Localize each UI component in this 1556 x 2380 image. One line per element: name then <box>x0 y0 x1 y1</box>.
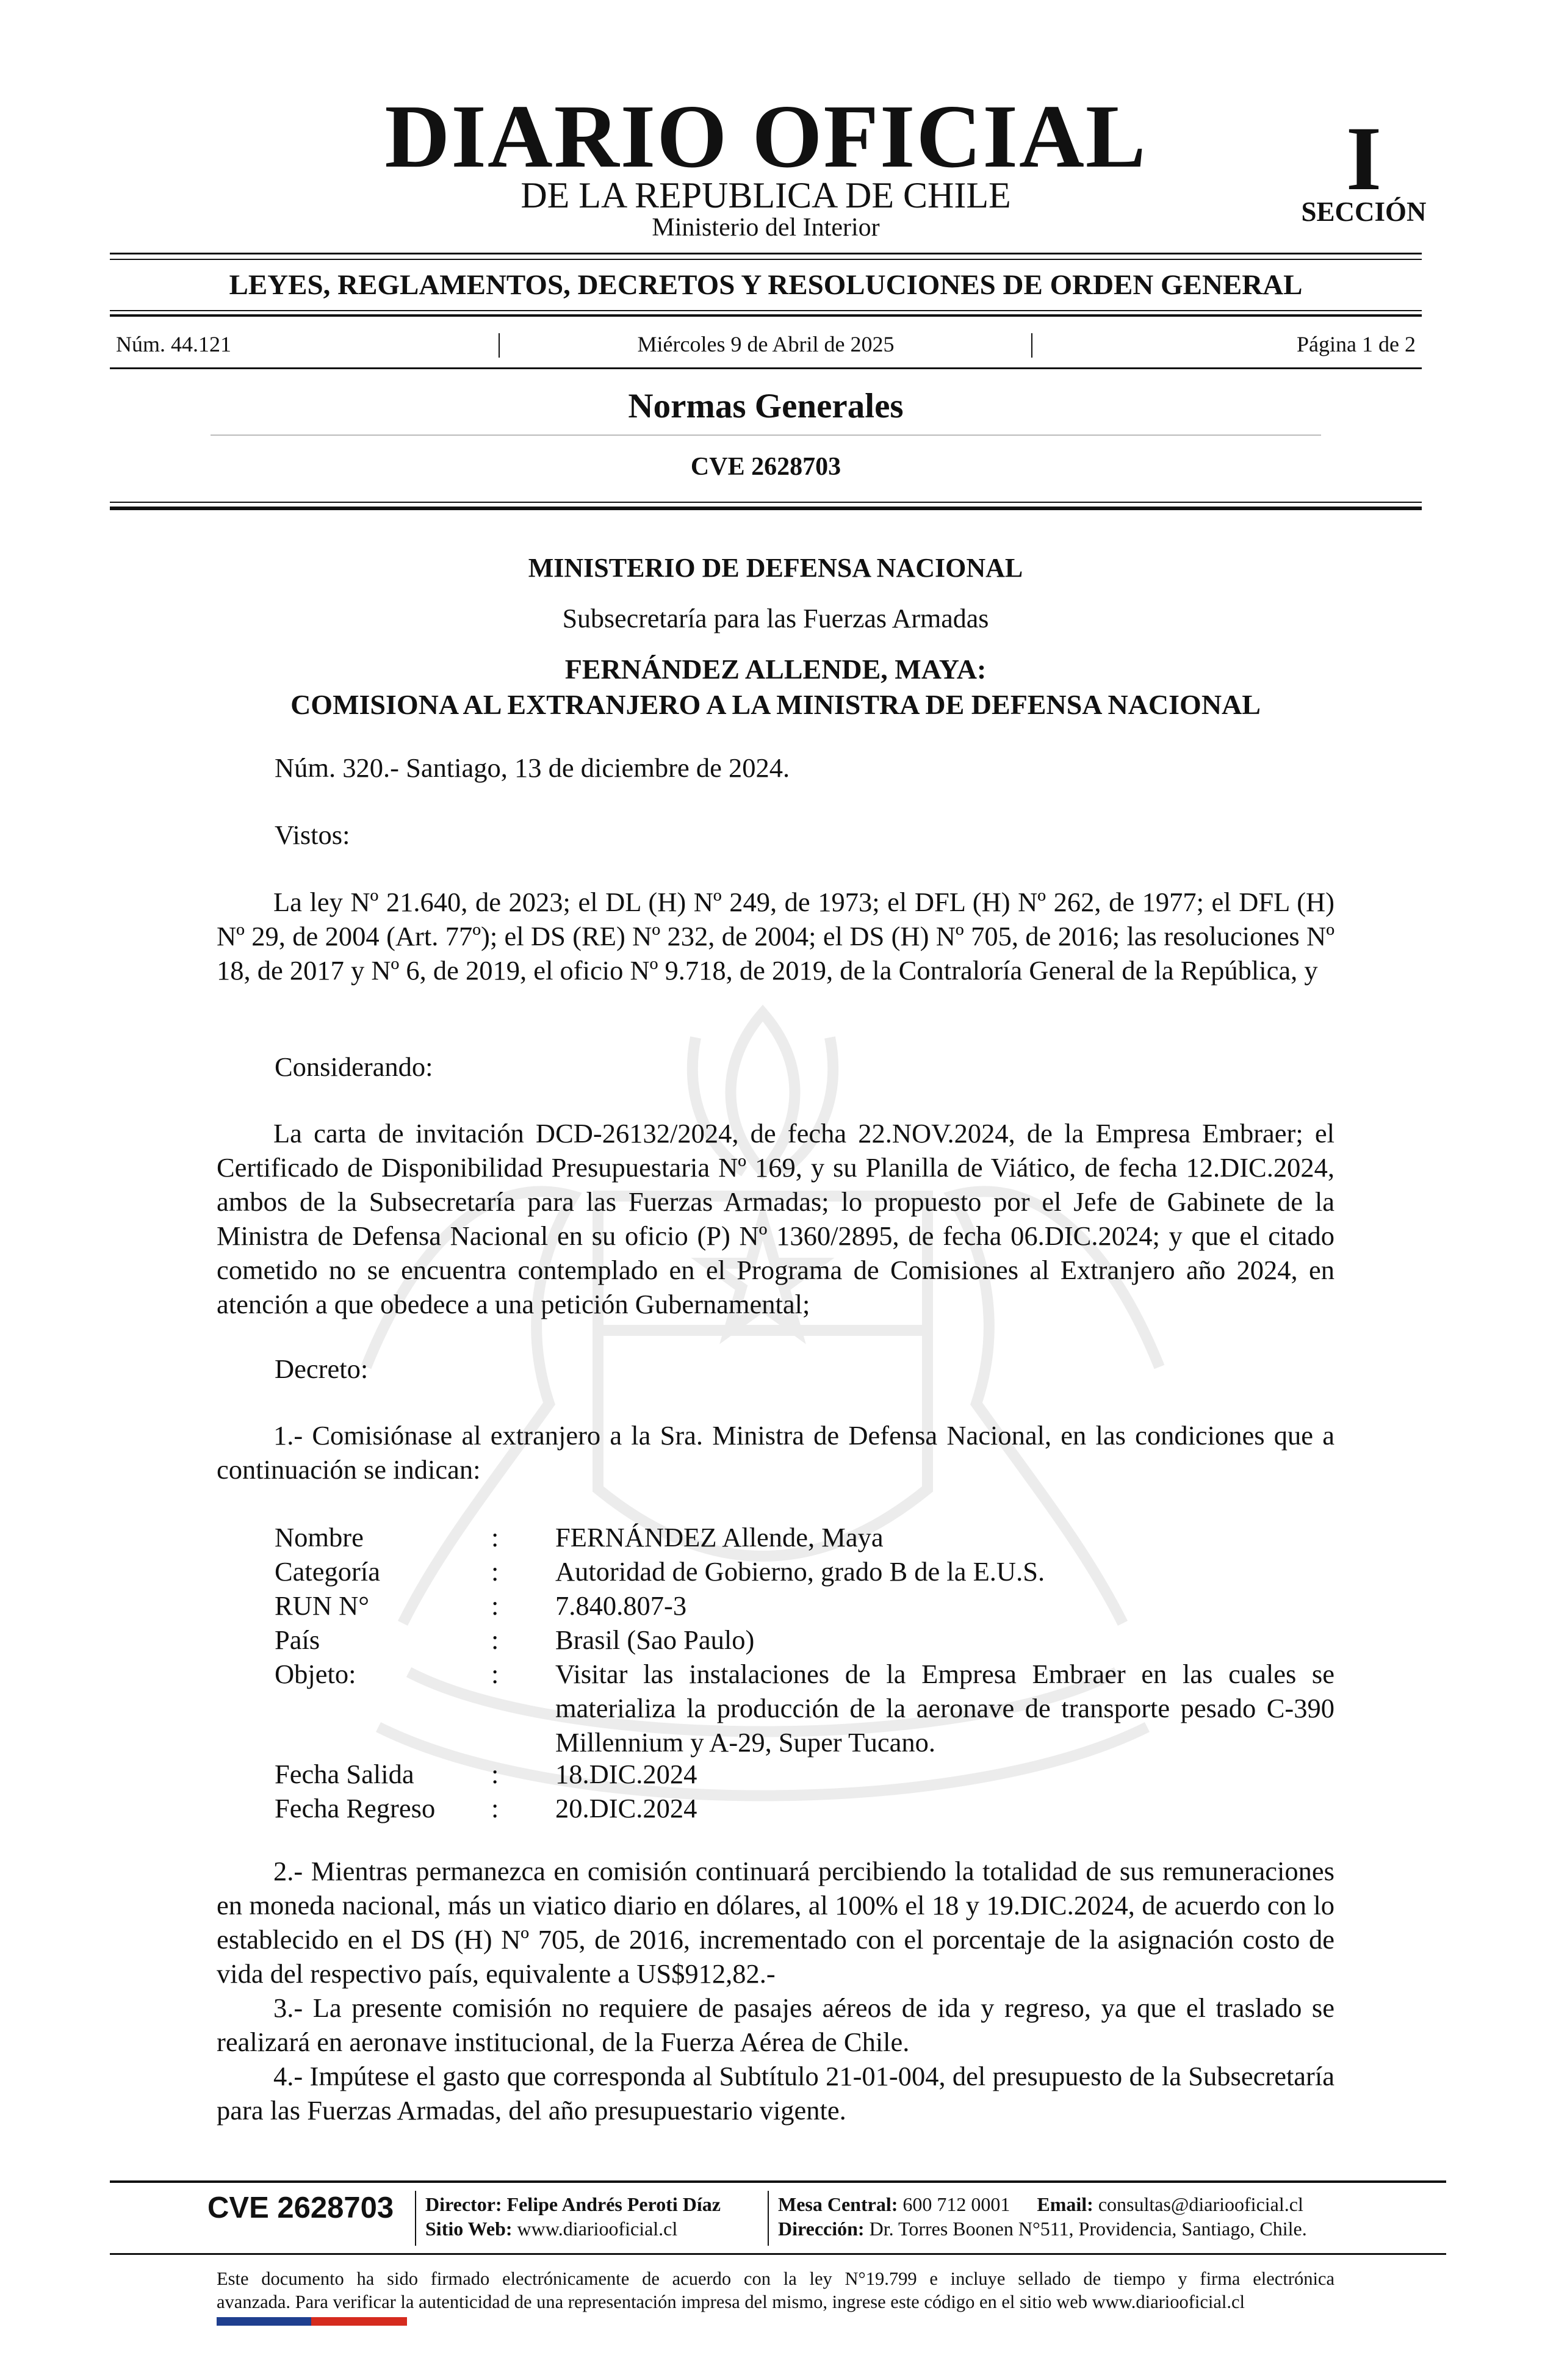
header-category: LEYES, REGLAMENTOS, DECRETOS Y RESOLUCIONES DE ORDEN GENERAL <box>229 269 1303 301</box>
infobar-separator-right <box>1031 333 1032 358</box>
detail-value: Brasil (Sao Paulo) <box>555 1625 755 1655</box>
detail-label: Fecha Salida <box>275 1759 414 1789</box>
address-label: Dirección: <box>778 2218 865 2240</box>
director-name: Felipe Andrés Peroti Díaz <box>506 2193 721 2215</box>
detail-separator: : <box>491 1625 499 1655</box>
detail-value: FERNÁNDEZ Allende, Maya <box>555 1522 884 1552</box>
website-link[interactable]: www.diariooficial.cl <box>517 2218 678 2240</box>
decree-title-line1: FERNÁNDEZ ALLENDE, MAYA: <box>564 654 987 685</box>
flag-color-bar <box>217 2317 407 2326</box>
section-label: SECCIÓN <box>1301 197 1427 227</box>
detail-separator: : <box>491 1793 499 1823</box>
footer-signature-notice <box>217 2267 1334 2313</box>
footer-director <box>425 2192 721 2216</box>
category-rule-bottom-thick <box>110 314 1422 317</box>
category-rule-bottom <box>110 310 1422 311</box>
section-heading: Normas Generales <box>628 387 904 425</box>
masthead-title: DIARIO OFICIAL <box>384 87 1147 187</box>
footer-website <box>425 2216 677 2241</box>
subsecretaria: Subsecretaría para las Fuerzas Armadas <box>562 604 989 633</box>
masthead-rule-top <box>110 253 1422 254</box>
considerando-paragraph: La carta de invitación DCD-26132/2024, de fecha 22.NOV.2024, de la Empresa Embraer; el Certificado de Disponibilidad Presupuestaria Nº 169, y su Planilla de Viático, de fecha 12.DIC.2024, ambos de la Subsecretaría para las Fuerzas Armadas; lo propuesto por el Jefe de Gabinete de la Ministra de Defensa Nacional en su oficio (P) Nº 1360/2895, de fecha 06.DIC.2024; y que el citado cometido no se encuentra contemplado en el Programa de Comisiones al Extranjero año 2024, en atención a que obedece a una petición Gubernamental; <box>217 1118 1334 1319</box>
detail-label: Categoría <box>275 1556 380 1587</box>
notice-line-2: avanzada. Para verificar la autenticidad de una representación impresa del mismo, ingrese este código en el sitio web www.diariooficial.cl <box>217 2292 1245 2312</box>
phone-label: Mesa Central: <box>778 2193 898 2215</box>
section-rule-thin <box>110 502 1422 503</box>
detail-value: Autoridad de Gobierno, grado B de la E.U.S. <box>555 1556 1045 1587</box>
article-1: 1.- Comisiónase al extranjero a la Sra. Ministra de Defensa Nacional, en las condiciones que a continuación se indican: <box>217 1420 1334 1485</box>
article-3: 3.- La presente comisión no requiere de pasajes aéreos de ida y regreso, ya que el traslado se realizará en aeronave institucional, de la Fuerza Aérea de Chile. <box>217 1992 1334 2057</box>
detail-label: País <box>275 1625 320 1655</box>
detail-separator: : <box>491 1759 499 1789</box>
website-label: Sitio Web: <box>425 2218 513 2240</box>
detail-value: Visitar las instalaciones de la Empresa Embraer en las cuales se materializa la producción de la aeronave de transporte pesado C-390 Millennium y A-29, Super Tucano. <box>555 1659 1334 1758</box>
detail-separator: : <box>491 1556 499 1587</box>
section-heading-rule <box>211 435 1321 436</box>
issue-date: Miércoles 9 de Abril de 2025 <box>637 332 895 356</box>
detail-separator: : <box>491 1522 499 1552</box>
page-indicator: Página 1 de 2 <box>1297 332 1416 356</box>
email-link[interactable]: consultas@diariooficial.cl <box>1098 2193 1303 2215</box>
footer-rule-top <box>110 2180 1446 2183</box>
detail-label: Fecha Regreso <box>275 1793 436 1823</box>
notice-line-1: Este documento ha sido firmado electrónicamente de acuerdo con la ley N°19.799 e incluye sellado de tiempo y firma electrónica <box>217 2268 1334 2289</box>
email-label: Email: <box>1037 2193 1093 2215</box>
decree-number-date: Núm. 320.- Santiago, 13 de diciembre de 2024. <box>275 752 790 783</box>
decree-title-line2: COMISIONA AL EXTRANJERO A LA MINISTRA DE DEFENSA NACIONAL <box>290 689 1261 720</box>
section-number: I <box>1345 108 1382 209</box>
address-text: Dr. Torres Boonen N°511, Providencia, Santiago, Chile. <box>869 2218 1307 2240</box>
phone-number: 600 712 0001 <box>902 2193 1010 2215</box>
ministry-name: MINISTERIO DE DEFENSA NACIONAL <box>528 553 1023 583</box>
vistos-paragraph: La ley Nº 21.640, de 2023; el DL (H) Nº 249, de 1973; el DFL (H) Nº 262, de 1977; el DFL (H) Nº 29, de 2004 (Art. 77º); el DS (RE) Nº 232, de 2004; el DS (H) Nº 705, de 2016; las resoluciones Nº 18, de 2017 y Nº 6, de 2019, el oficio Nº 9.718, de 2019, de la Contraloría General de la República, y <box>217 887 1334 986</box>
considerando-label: Considerando: <box>275 1051 433 1082</box>
footer-cve-code: CVE 2628703 <box>207 2191 394 2224</box>
footer-separator-right <box>768 2191 769 2246</box>
article-2: 2.- Mientras permanezca en comisión continuará percibiendo la totalidad de sus remuneraciones en moneda nacional, más un viatico diario en dólares, al 100% el 18 y 19.DIC.2024, de acuerdo con lo establecido en el DS (H) Nº 705, de 2016, incrementado con el porcentaje de la asignación costo de vida del respectivo país, equivalente a US$912,82.- <box>217 1856 1334 1989</box>
article-4: 4.- Impútese el gasto que corresponda al Subtítulo 21-01-004, del presupuesto de la Subsecretaría para las Fuerzas Armadas, del año presupuestario vigente. <box>217 2061 1334 2126</box>
issue-number: Núm. 44.121 <box>116 332 231 356</box>
masthead-rule-top-thin <box>110 259 1422 260</box>
detail-label: Objeto: <box>275 1659 356 1689</box>
detail-label: Nombre <box>275 1522 364 1552</box>
detail-value: 7.840.807-3 <box>555 1590 687 1621</box>
footer-address <box>778 2216 1307 2241</box>
detail-label: RUN N° <box>275 1590 370 1621</box>
detail-separator: : <box>491 1590 499 1621</box>
masthead-ministry: Ministerio del Interior <box>652 214 880 242</box>
masthead-subtitle: DE LA REPUBLICA DE CHILE <box>520 175 1011 215</box>
vistos-label: Vistos: <box>275 820 350 850</box>
flag-red-segment <box>311 2317 407 2326</box>
detail-value: 20.DIC.2024 <box>555 1793 697 1823</box>
footer-separator-left <box>415 2191 416 2246</box>
flag-blue-segment <box>217 2317 311 2326</box>
footer-rule-bottom <box>110 2253 1446 2255</box>
footer-contact <box>778 2192 1303 2216</box>
decreto-label: Decreto: <box>275 1354 369 1384</box>
detail-separator: : <box>491 1659 499 1689</box>
director-label: Director: <box>425 2193 502 2215</box>
detail-value: 18.DIC.2024 <box>555 1759 697 1789</box>
section-rule-thick <box>110 507 1422 510</box>
cve-code: CVE 2628703 <box>690 453 841 481</box>
infobar-rule <box>110 367 1422 369</box>
